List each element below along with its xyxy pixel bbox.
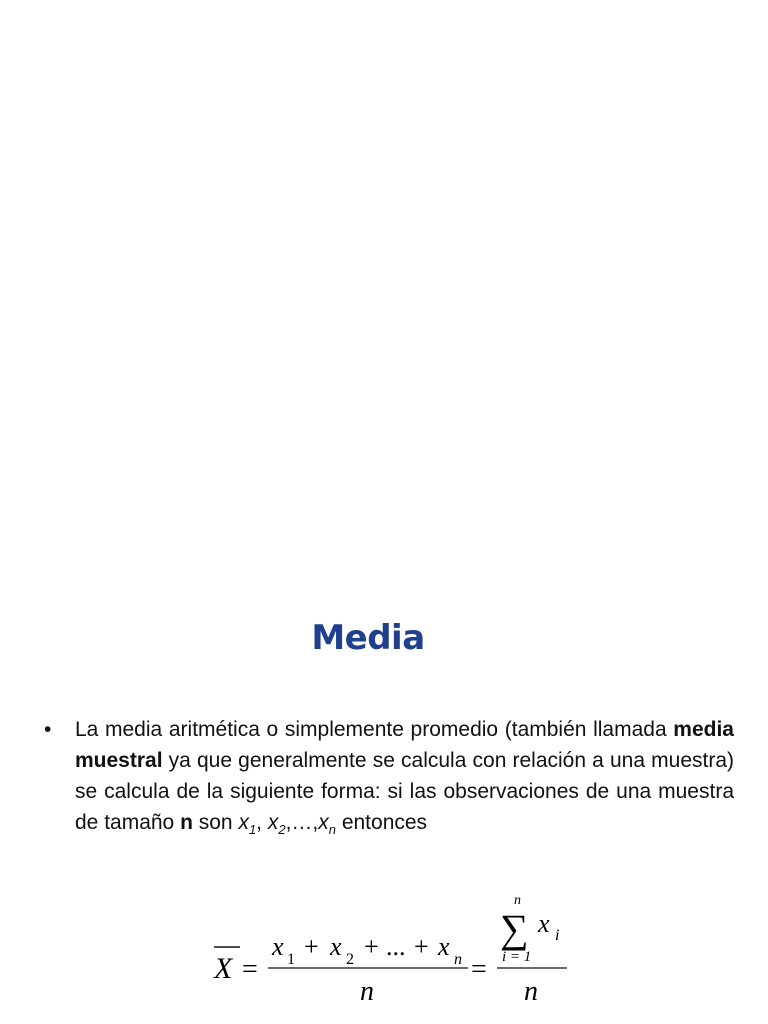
mean-formula xyxy=(200,880,600,1010)
numerator-sub-1: 1 xyxy=(287,951,295,968)
sum-upper-limit: n xyxy=(514,893,521,908)
bullet-paragraph xyxy=(75,714,734,838)
formula-svg xyxy=(200,880,600,1010)
formula-lhs-x: X xyxy=(214,952,233,985)
denominator-n-1: n xyxy=(360,976,374,1007)
variable-xn: $x_n$ xyxy=(318,811,336,838)
numerator-plus-2: + xyxy=(364,932,379,961)
sum-term-x: x xyxy=(538,909,550,938)
bullet-item xyxy=(44,714,734,838)
content-body xyxy=(44,714,734,838)
denominator-n-2: n xyxy=(524,976,538,1007)
slide-title: Media xyxy=(311,618,425,658)
numerator-x1: x xyxy=(272,932,284,961)
sigma-icon: ∑ xyxy=(500,906,529,951)
bold-term-media-muestral: media muestral xyxy=(75,718,734,772)
separator-ellipsis: ,…, xyxy=(285,811,319,834)
numerator-sub-n: n xyxy=(454,951,462,968)
numerator-xn: x xyxy=(438,932,450,961)
paragraph-text-3: son xyxy=(192,811,239,834)
formula-equals-1: = xyxy=(242,954,258,985)
variable-x2: $x_2$ xyxy=(267,811,286,838)
numerator-dots: ... xyxy=(386,932,406,961)
numerator-x2: x xyxy=(330,932,342,961)
variable-x1: $x_1$ xyxy=(238,811,257,838)
bold-variable-n: n xyxy=(180,811,193,834)
paragraph-text-4: entonces xyxy=(335,811,428,834)
numerator-sub-2: 2 xyxy=(346,951,354,968)
paragraph-text-2: ya que generalmente se calcula con relación a una muestra) se calcula de la siguiente forma: si las observaciones de una muestra de tamaño xyxy=(75,749,734,834)
numerator-plus-3: + xyxy=(414,932,429,961)
bullet-icon: • xyxy=(44,718,52,741)
paragraph-text-1: La media aritmética o simplemente promedio (también llamada xyxy=(75,718,674,741)
numerator-plus-1: + xyxy=(304,932,319,961)
sum-lower-limit: i = 1 xyxy=(502,949,532,965)
formula-equals-2: = xyxy=(471,954,487,985)
separator-comma: , xyxy=(256,811,268,834)
sum-term-sub-i: i xyxy=(555,927,560,944)
